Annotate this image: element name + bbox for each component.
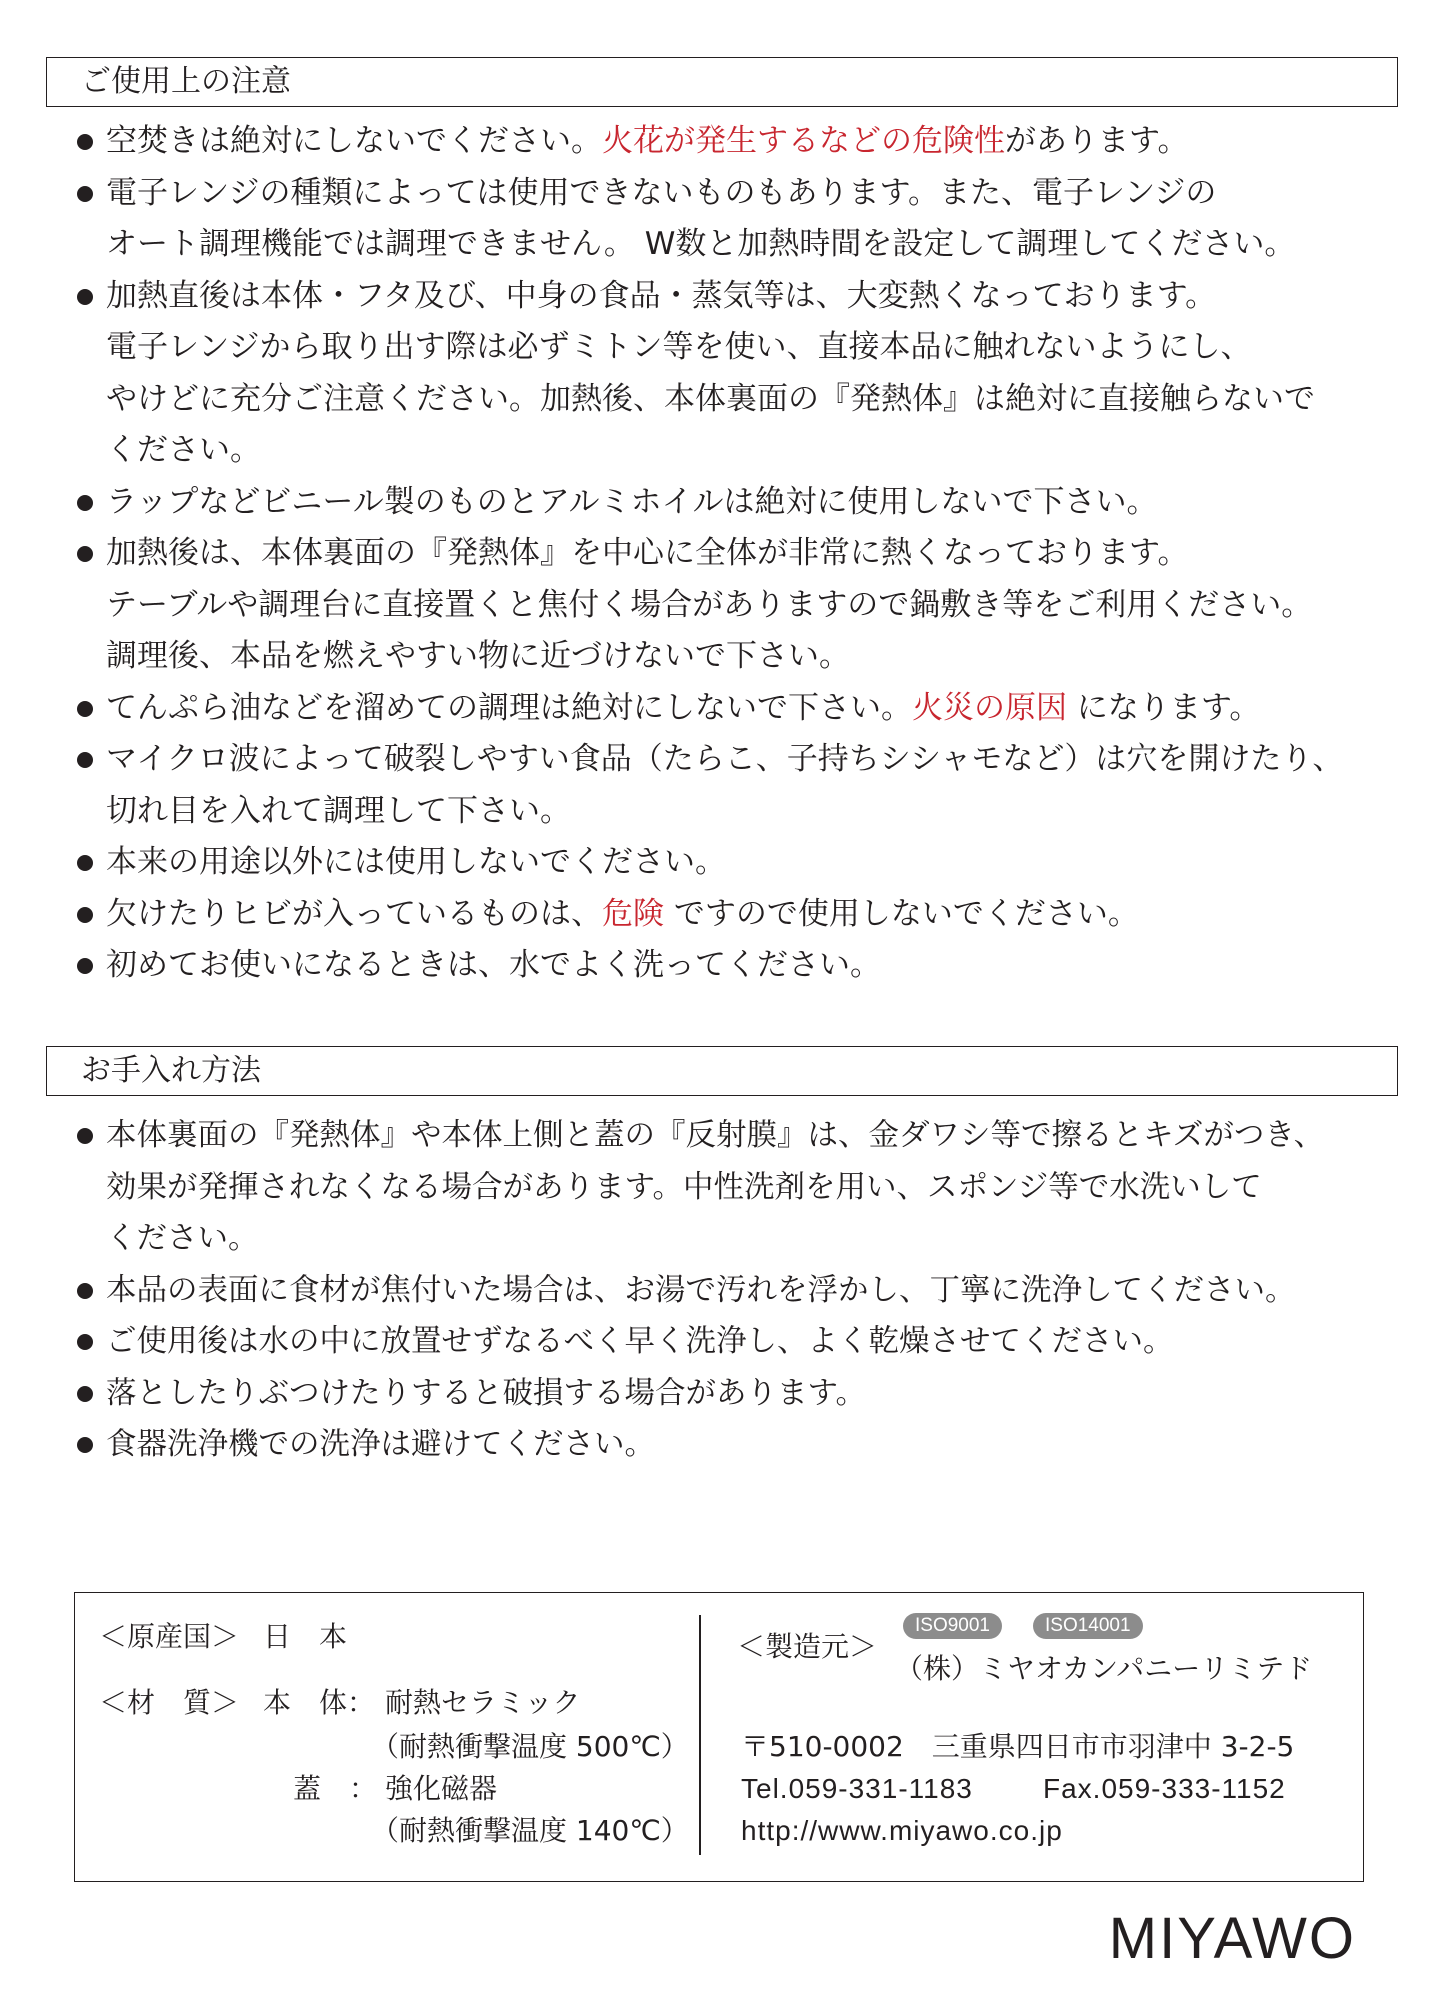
- list-item: [76, 940, 1416, 992]
- bullet-icon: [77, 134, 93, 150]
- item-line: [106, 683, 1416, 735]
- list-item: [76, 1265, 1416, 1317]
- maker-label: ＜製造元＞: [737, 1630, 878, 1663]
- address: 〒510-0002 三重県四日市市羽津中 3-2-5: [741, 1730, 1295, 1763]
- lid-heat-note: （耐熱衝撃温度 140℃）: [371, 1814, 689, 1847]
- list-item: [76, 837, 1416, 889]
- item-text: 初めてお使いになるときは、水でよく洗ってください。: [106, 947, 881, 983]
- iso14001-badge: ISO14001: [1033, 1613, 1143, 1639]
- body-label: 本 体：: [263, 1686, 376, 1719]
- bullet-icon: [77, 1334, 93, 1350]
- warning-text: 火災の原因: [912, 689, 1067, 726]
- care-list: [76, 1110, 1416, 1471]
- body-heat-note: （耐熱衝撃温度 500℃）: [371, 1730, 689, 1763]
- list-item: [76, 116, 1416, 168]
- bullet-icon: [77, 289, 93, 305]
- website-url: http://www.miyawo.co.jp: [741, 1815, 1063, 1846]
- item-line: [106, 322, 1416, 374]
- list-item: [76, 168, 1416, 271]
- item-line: [106, 168, 1416, 220]
- warning-text: 火花が発生するなどの危険性: [602, 123, 1005, 159]
- item-text: オート調理機能では調理できません。 W数と加熱時間を設定して調理してください。: [106, 226, 1296, 262]
- item-text: 調理後、本品を燃えやすい物に近づけないで下さい。: [106, 638, 850, 674]
- item-line: [106, 116, 1416, 168]
- item-text: 本体裏面の『発熱体』や本体上側と蓋の『反射膜』は、金ダワシ等で擦るとキズがつき、: [106, 1118, 1325, 1153]
- material-label: ＜材 質＞: [99, 1686, 240, 1719]
- item-line: [106, 940, 1416, 992]
- origin-value: 日 本: [263, 1620, 348, 1653]
- bullet-icon: [77, 1128, 93, 1144]
- body-material: 耐熱セラミック: [385, 1686, 581, 1719]
- item-text: 欠けたりヒビが入っているものは、: [106, 895, 602, 932]
- item-line: [106, 425, 1416, 477]
- item-line: [106, 1110, 1416, 1162]
- item-text: 切れ目を入れて調理して下さい。: [106, 792, 571, 829]
- item-line: [106, 1419, 1416, 1471]
- item-line: [106, 734, 1416, 786]
- item-line: [106, 271, 1416, 323]
- product-info-box: [74, 1592, 1364, 1882]
- item-text: マイクロ波によって破裂しやすい食品（たらこ、子持ちシシャモなど）は穴を開けたり、: [106, 741, 1344, 777]
- info-divider: [699, 1615, 701, 1855]
- care-heading: お手入れ方法: [46, 1046, 1398, 1096]
- item-line: [106, 1265, 1416, 1317]
- bullet-icon: [77, 186, 93, 202]
- precautions-heading: ご使用上の注意: [46, 57, 1398, 107]
- item-text: があります。: [1005, 123, 1189, 159]
- item-text: ください。: [106, 432, 261, 468]
- item-text: 食器洗浄機での洗浄は避けてください。: [106, 1427, 655, 1462]
- item-line: [106, 889, 1416, 941]
- lid-material: 強化磁器: [385, 1772, 498, 1805]
- item-text: になります。: [1067, 689, 1261, 726]
- item-text: テーブルや調理台に直接置くと焦付く場合がありますので鍋敷き等をご利用ください。: [106, 586, 1313, 623]
- item-line: [106, 786, 1416, 838]
- bullet-icon: [77, 1283, 93, 1299]
- bullet-icon: [77, 907, 93, 923]
- list-item: [76, 889, 1416, 941]
- item-line: [106, 219, 1416, 271]
- item-text: 本来の用途以外には使用しないでください。: [106, 844, 726, 880]
- item-line: [106, 631, 1416, 683]
- item-text: 電子レンジから取り出す際は必ずミトン等を使い、直接本品に触れないようにし、: [106, 329, 1252, 365]
- iso9001-badge: ISO9001: [903, 1613, 1002, 1639]
- list-item: [76, 734, 1416, 837]
- bullet-icon: [77, 701, 93, 717]
- origin-label: ＜原産国＞: [99, 1620, 240, 1653]
- item-text: ですので使用しないでください。: [664, 895, 1139, 932]
- list-item: [76, 683, 1416, 735]
- item-line: [106, 477, 1416, 529]
- item-text: 電子レンジの種類によっては使用できないものもあります。また、電子レンジの: [106, 174, 1217, 211]
- bullet-icon: [77, 546, 93, 562]
- list-item: [76, 1419, 1416, 1471]
- item-text: ご使用後は水の中に放置せずなるべく早く洗浄し、よく乾燥させてください。: [106, 1324, 1174, 1359]
- bullet-icon: [77, 855, 93, 871]
- list-item: [76, 1368, 1416, 1420]
- fax-number: Fax.059-333-1152: [1043, 1773, 1286, 1804]
- item-line: [106, 374, 1416, 426]
- item-text: 加熱直後は本体・フタ及び、中身の食品・蒸気等は、大変熱くなっております。: [106, 277, 1217, 314]
- item-text: 効果が発揮されなくなる場合があります。中性洗剤を用い、スポンジ等で水洗いして: [106, 1169, 1262, 1205]
- item-line: [106, 1213, 1416, 1265]
- item-text: 空焚きは絶対にしないでください。: [106, 123, 602, 159]
- item-line: [106, 1368, 1416, 1420]
- list-item: [76, 1316, 1416, 1368]
- item-text: ラップなどビニール製のものとアルミホイルは絶対に使用しないで下さい。: [106, 483, 1158, 520]
- list-item: [76, 528, 1416, 683]
- warning-text: 危険: [602, 895, 664, 932]
- bullet-icon: [77, 495, 93, 511]
- bullet-icon: [77, 958, 93, 974]
- bullet-icon: [77, 1437, 93, 1453]
- item-line: [106, 528, 1416, 580]
- bullet-icon: [77, 1386, 93, 1402]
- company-name: （株）ミヤオカンパニーリミテド: [895, 1652, 1313, 1685]
- list-item: [76, 477, 1416, 529]
- item-line: [106, 1162, 1416, 1214]
- bullet-icon: [77, 752, 93, 768]
- item-line: [106, 580, 1416, 632]
- precautions-list: [76, 116, 1416, 992]
- lid-label: 蓋 ：: [293, 1772, 378, 1805]
- list-item: [76, 1110, 1416, 1265]
- item-text: 本品の表面に食材が焦付いた場合は、お湯で汚れを浮かし、丁寧に洗浄してください。: [106, 1272, 1296, 1308]
- brand-logo: MIYAWO: [1108, 1906, 1356, 1971]
- list-item: [76, 271, 1416, 477]
- item-text: 加熱後は、本体裏面の『発熱体』を中心に全体が非常に熱くなっております。: [106, 535, 1189, 571]
- item-line: [106, 837, 1416, 889]
- item-text: 落としたりぶつけたりすると破損する場合があります。: [106, 1375, 867, 1411]
- item-line: [106, 1316, 1416, 1368]
- item-text: てんぷら油などを溜めての調理は絶対にしないで下さい。: [106, 689, 912, 726]
- item-text: ください。: [106, 1221, 259, 1256]
- tel-number: Tel.059-331-1183: [741, 1773, 973, 1804]
- item-text: やけどに充分ご注意ください。加熱後、本体裏面の『発熱体』は絶対に直接触らないで: [106, 380, 1315, 417]
